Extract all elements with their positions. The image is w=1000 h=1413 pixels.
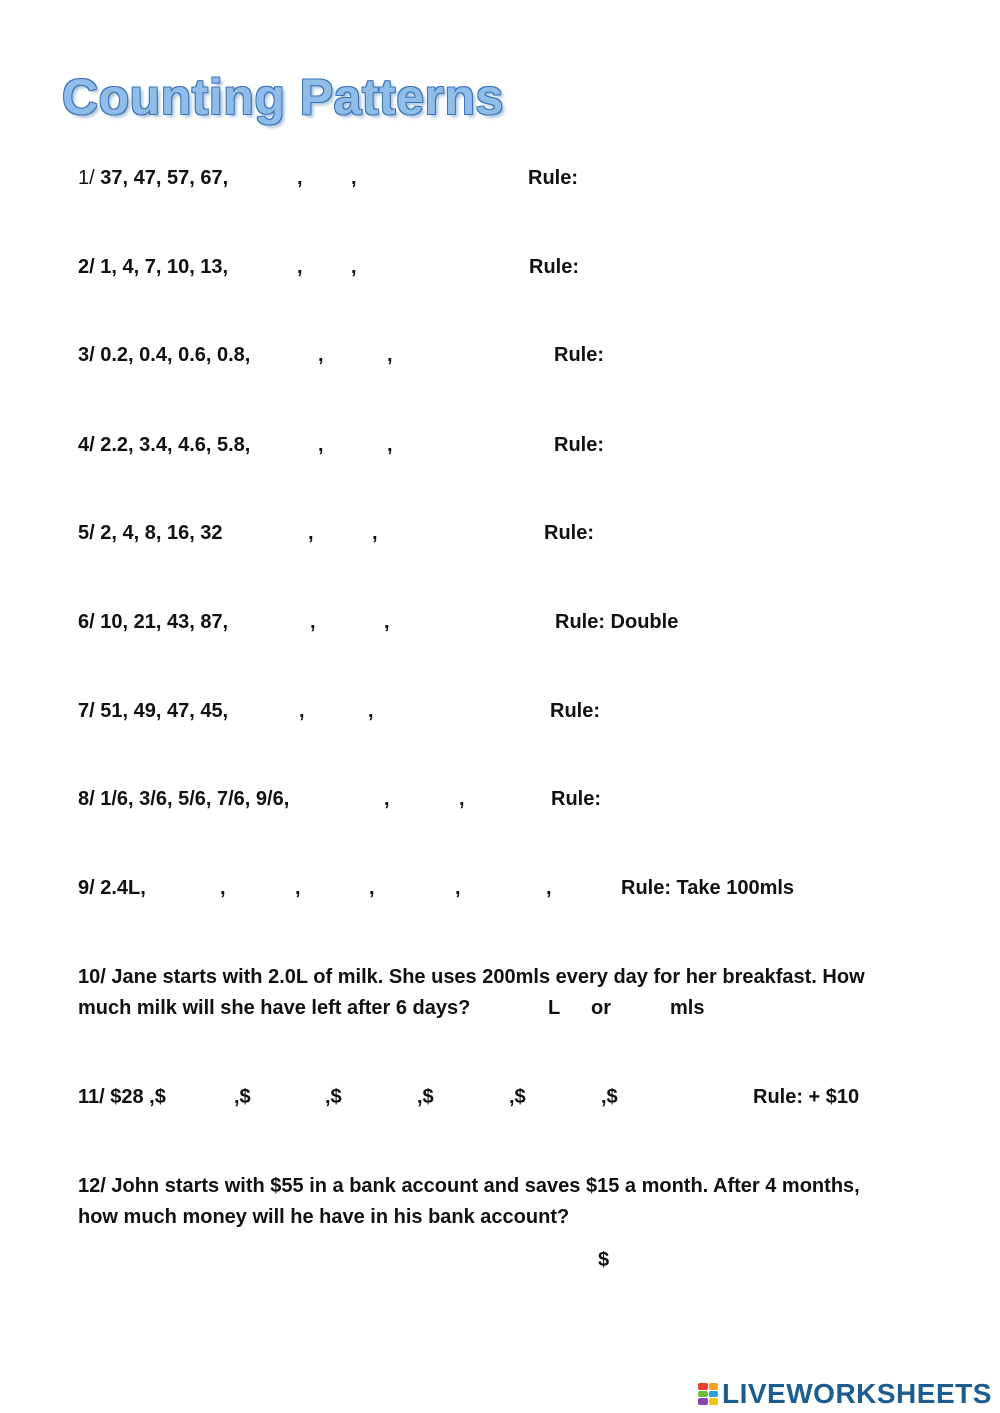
question-6-blank-comma: , [384, 611, 390, 633]
question-1 [78, 168, 228, 188]
question-9-blank-comma: , [220, 877, 226, 899]
question-11-rule: Rule: + $10 [753, 1086, 860, 1108]
question-4: 4/ 2.2, 3.4, 4.6, 5.8, [78, 434, 251, 456]
question-4-blank-comma: , [318, 434, 324, 456]
liveworksheets-brand: LIVEWORKSHEETS [722, 1378, 992, 1409]
question-9-blank-comma: , [295, 877, 301, 899]
question-9-blank-comma: , [455, 877, 461, 899]
question-3-blank-comma: , [318, 344, 324, 366]
question-5-rule: Rule: [544, 522, 594, 544]
question-2-rule: Rule: [529, 256, 579, 278]
question-5-blank-comma: , [308, 522, 314, 544]
question-7-rule: Rule: [550, 700, 600, 722]
question-10-unit-litres: L [548, 997, 561, 1019]
question-1-sequence: 37, 47, 57, 67, [100, 167, 229, 189]
question-6: 6/ 10, 21, 43, 87, [78, 611, 229, 633]
liveworksheets-logo [698, 1378, 992, 1410]
question-1-number: 1/ [78, 167, 95, 189]
question-7-blank-comma: , [368, 700, 374, 722]
question-6-blank-comma: , [310, 611, 316, 633]
question-2: 2/ 1, 4, 7, 10, 13, [78, 256, 229, 278]
question-12-line-2: how much money will he have in his bank account? [78, 1206, 570, 1228]
question-8-rule: Rule: [551, 788, 601, 810]
question-7: 7/ 51, 49, 47, 45, [78, 700, 229, 722]
question-12-line-1: 12/ John starts with $55 in a bank account and saves $15 a month. After 4 months, [78, 1175, 860, 1197]
question-10-unit-mls: mls [670, 997, 705, 1019]
question-9-blank-comma: , [546, 877, 552, 899]
question-11-blank-dollar: ,$ [417, 1086, 434, 1108]
question-3-rule: Rule: [554, 344, 604, 366]
question-8-blank-comma: , [459, 788, 465, 810]
page-title: Counting Patterns [62, 69, 504, 125]
question-7-blank-comma: , [299, 700, 305, 722]
question-2-blank-comma: , [351, 256, 357, 278]
question-9-blank-comma: , [369, 877, 375, 899]
question-11: 11/ $28 ,$ [78, 1086, 166, 1108]
question-2-blank-comma: , [297, 256, 303, 278]
question-10-or: or [591, 997, 611, 1019]
question-9-rule: Rule: Take 100mls [621, 877, 795, 899]
question-5-blank-comma: , [372, 522, 378, 544]
question-11-blank-dollar: ,$ [325, 1086, 342, 1108]
question-8-blank-comma: , [384, 788, 390, 810]
question-9: 9/ 2.4L, [78, 877, 146, 899]
question-8: 8/ 1/6, 3/6, 5/6, 7/6, 9/6, [78, 788, 290, 810]
question-3: 3/ 0.2, 0.4, 0.6, 0.8, [78, 344, 251, 366]
question-12-currency: $ [598, 1249, 610, 1271]
question-1-blank-comma: , [351, 167, 357, 189]
question-10-line-1: 10/ Jane starts with 2.0L of milk. She uses 200mls every day for her breakfast. How [78, 966, 865, 988]
question-4-rule: Rule: [554, 434, 604, 456]
question-11-blank-dollar: ,$ [509, 1086, 526, 1108]
question-1-blank-comma: , [297, 167, 303, 189]
question-11-blank-dollar: ,$ [601, 1086, 618, 1108]
question-3-blank-comma: , [387, 344, 393, 366]
question-1-rule: Rule: [528, 167, 578, 189]
question-4-blank-comma: , [387, 434, 393, 456]
liveworksheets-logo-icon [698, 1383, 718, 1405]
question-10-line-2: much milk will she have left after 6 days? [78, 997, 471, 1019]
question-5: 5/ 2, 4, 8, 16, 32 [78, 522, 223, 544]
question-6-rule: Rule: Double [555, 611, 679, 633]
question-11-blank-dollar: ,$ [234, 1086, 251, 1108]
